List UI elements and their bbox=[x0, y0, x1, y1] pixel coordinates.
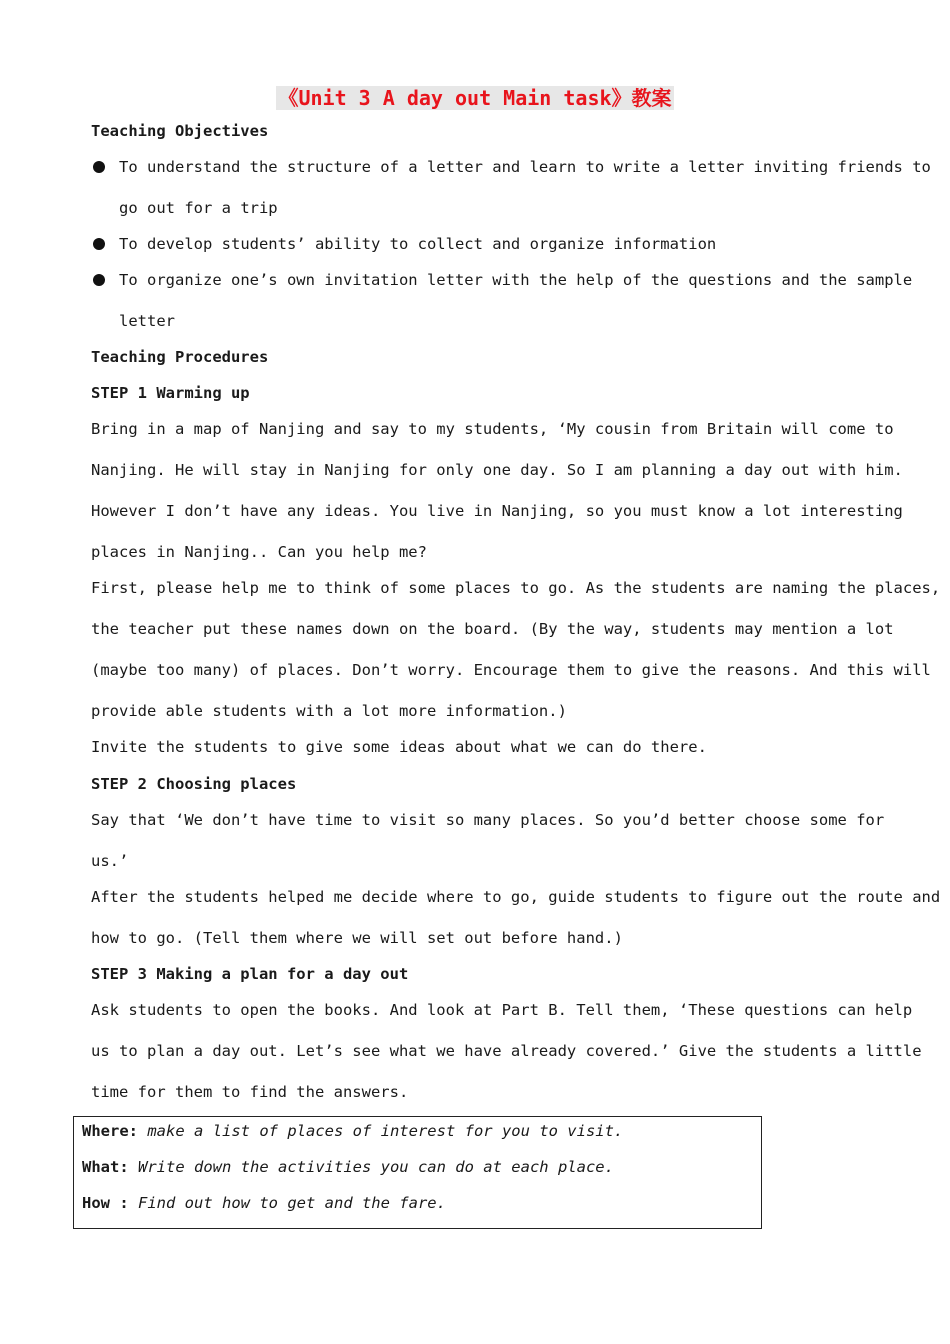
box-text-what: Write down the activities you can do at each place. bbox=[138, 1158, 614, 1176]
objective-2-line-1: To develop students’ ability to collect and organize information bbox=[119, 235, 717, 253]
step2-p1-line-1: Say that ‘We don’t have time to visit so many places. So you’d better choose some for bbox=[91, 811, 885, 829]
procedures-heading: Teaching Procedures bbox=[91, 348, 269, 366]
step2-p1-line-2: us.’ bbox=[91, 852, 129, 870]
box-label-where: Where: bbox=[82, 1122, 138, 1140]
objective-1-line-2: go out for a trip bbox=[119, 199, 278, 217]
objectives-heading: Teaching Objectives bbox=[91, 122, 269, 140]
objective-1-line-1: To understand the structure of a letter and learn to write a letter inviting friends to bbox=[119, 158, 931, 176]
bullet-icon bbox=[93, 238, 105, 250]
box-label-what: What: bbox=[82, 1158, 129, 1176]
step1-p2-line-4: provide able students with a lot more information.) bbox=[91, 702, 567, 720]
box-row-what bbox=[82, 1158, 614, 1176]
step3-p1-line-3: time for them to find the answers. bbox=[91, 1083, 409, 1101]
planning-questions-box bbox=[73, 1116, 762, 1229]
step1-p1-line-1: Bring in a map of Nanjing and say to my students, ‘My cousin from Britain will come to bbox=[91, 420, 894, 438]
box-label-how: How : bbox=[82, 1194, 129, 1212]
step3-p1-line-1: Ask students to open the books. And look at Part B. Tell them, ‘These questions can help bbox=[91, 1001, 913, 1019]
step1-p1-line-3: However I don’t have any ideas. You live in Nanjing, so you must know a lot interesting bbox=[91, 502, 903, 520]
box-row-where bbox=[82, 1122, 623, 1140]
step1-p2-line-2: the teacher put these names down on the board. (By the way, students may mention a lot bbox=[91, 620, 894, 638]
step1-p2-line-1: First, please help me to think of some places to go. As the students are naming the places, bbox=[91, 579, 941, 597]
objective-3-line-1: To organize one’s own invitation letter with the help of the questions and the sample bbox=[119, 271, 913, 289]
box-row-how bbox=[82, 1194, 446, 1212]
bullet-icon bbox=[93, 274, 105, 286]
step2-p2-line-2: how to go. (Tell them where we will set out before hand.) bbox=[91, 929, 623, 947]
step1-heading: STEP 1 Warming up bbox=[91, 384, 250, 402]
step2-heading: STEP 2 Choosing places bbox=[91, 775, 297, 793]
objective-3-line-2: letter bbox=[119, 312, 175, 330]
box-text-how: Find out how to get and the fare. bbox=[138, 1194, 446, 1212]
page-title: 《Unit 3 A day out Main task》教案 bbox=[278, 86, 672, 110]
step1-p2-line-3: (maybe too many) of places. Don’t worry. Encourage them to give the reasons. And this will bbox=[91, 661, 931, 679]
bullet-icon bbox=[93, 161, 105, 173]
step2-p2-line-1: After the students helped me decide where to go, guide students to figure out the route and bbox=[91, 888, 941, 906]
step3-p1-line-2: us to plan a day out. Let’s see what we have already covered.’ Give the students a little bbox=[91, 1042, 922, 1060]
step1-p1-line-4: places in Nanjing.. Can you help me? bbox=[91, 543, 427, 561]
step1-p3: Invite the students to give some ideas about what we can do there. bbox=[91, 738, 707, 756]
step1-p1-line-2: Nanjing. He will stay in Nanjing for only one day. So I am planning a day out with him. bbox=[91, 461, 903, 479]
step3-heading: STEP 3 Making a plan for a day out bbox=[91, 965, 409, 983]
box-text-where: make a list of places of interest for you to visit. bbox=[147, 1122, 624, 1140]
